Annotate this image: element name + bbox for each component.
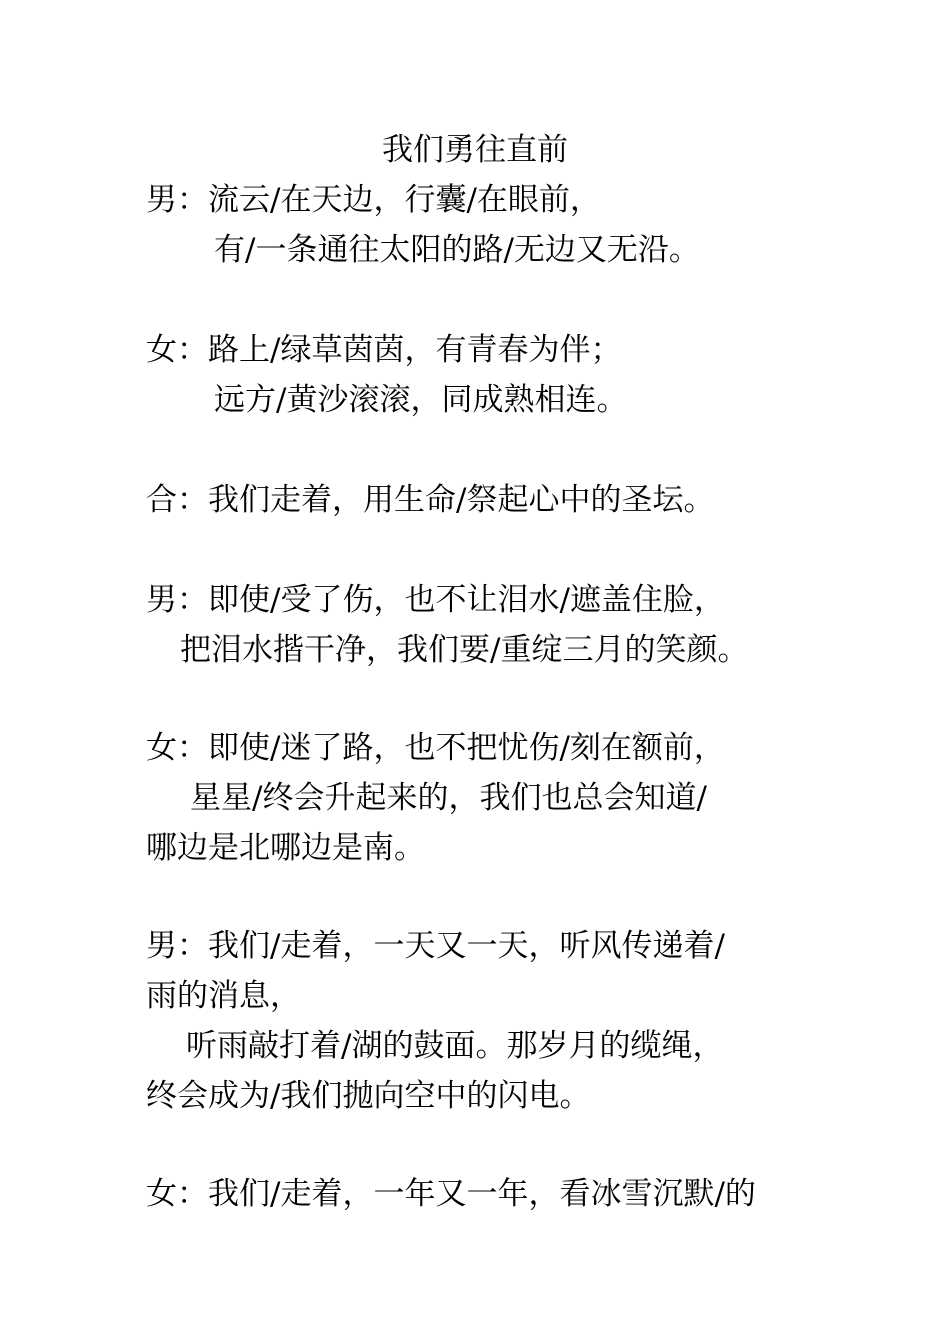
poem-line: 有/一条通往太阳的路/无边又无沿。 — [214, 232, 700, 268]
poem-line: 男：流云/在天边，行囊/在眼前， — [146, 182, 601, 218]
poem-line: 男：即使/受了伤，也不让泪水/遮盖住脸， — [146, 582, 725, 618]
poem-line: 听雨敲打着/湖的鼓面。那岁月的缆绳， — [186, 1028, 724, 1064]
poem-line: 远方/黄沙滚滚，同成熟相连。 — [214, 382, 628, 418]
document-title: 我们勇往直前 — [382, 132, 568, 168]
poem-line: 女：我们/走着，一年又一年，看冰雪沉默/的 — [146, 1176, 756, 1212]
poem-line: 终会成为/我们抛向空中的闪电。 — [146, 1078, 591, 1114]
poem-line: 把泪水揩干净，我们要/重绽三月的笑颜。 — [180, 632, 749, 668]
poem-line: 女：路上/绿草茵茵，有青春为伴； — [146, 332, 622, 368]
poem-line: 合：我们走着，用生命/祭起心中的圣坛。 — [146, 482, 715, 518]
poem-line: 哪边是北哪边是南。 — [146, 830, 425, 866]
poem-line: 男：我们/走着，一天又一天，听风传递着/ — [146, 928, 725, 964]
poem-line: 雨的消息， — [146, 978, 301, 1014]
poem-line: 星星/终会升起来的，我们也总会知道/ — [190, 780, 707, 816]
poem-line: 女：即使/迷了路，也不把忧伤/刻在额前， — [146, 730, 725, 766]
